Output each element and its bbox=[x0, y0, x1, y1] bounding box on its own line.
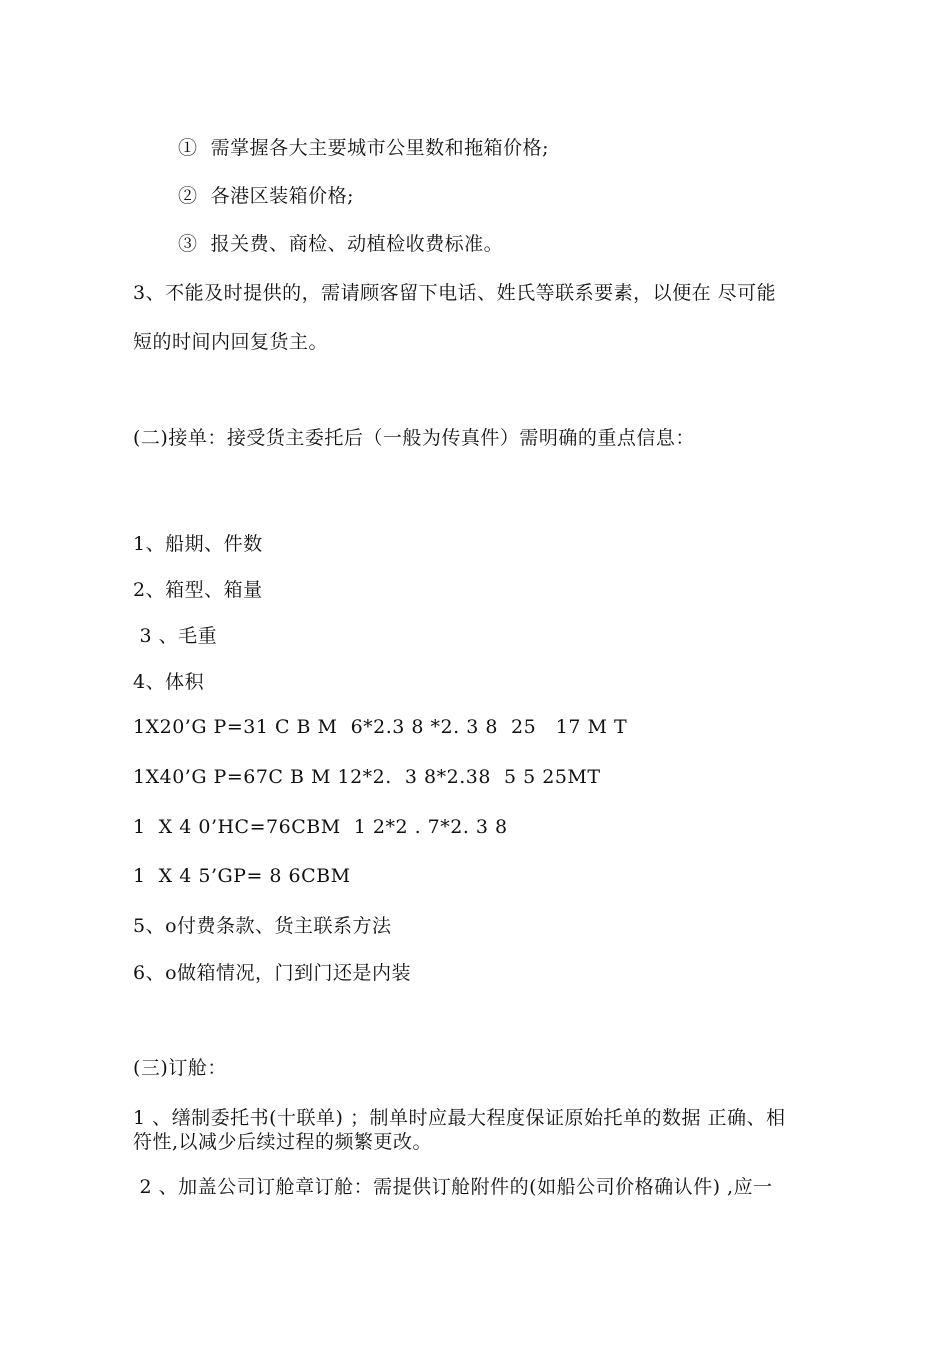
list-item-fee-standard: ③ 报关费、商检、动植检收费标准。 bbox=[178, 233, 504, 255]
paragraph-contact-line2: 短的时间内回复货主。 bbox=[133, 331, 329, 353]
container-spec-20gp: 1X20’G P=31 C B M 6*2.3 8 *2. 3 8 25 17 M T bbox=[133, 716, 628, 738]
list-item-gross-weight: 3 、毛重 bbox=[133, 625, 218, 647]
list-item-payment-terms: 5、o付费条款、货主联系方法 bbox=[133, 915, 392, 937]
paragraph-booking-form: 1 、缮制委托书(十联单) ；制单时应最大程度保证原始托单的数据 正确、相符性,以减少后续过程的频繁更改。 bbox=[133, 1107, 786, 1153]
list-item-packing-method: 6、o做箱情况，门到门还是内装 bbox=[133, 962, 412, 984]
paragraph-booking-stamp: 2 、加盖公司订舱章订舱：需提供订舱附件的(如船公司价格确认件) ,应一 bbox=[133, 1176, 773, 1198]
list-item-port-packing-price: ② 各港区装箱价格; bbox=[178, 185, 354, 207]
list-item-km-price: ① 需掌握各大主要城市公里数和拖箱价格; bbox=[178, 137, 549, 159]
container-spec-45gp: 1 X 4 5’GP= 8 6CBM bbox=[133, 865, 351, 887]
section-heading-order: (二)接单：接受货主委托后（一般为传真件）需明确的重点信息： bbox=[133, 427, 695, 449]
list-item-sailing: 1、船期、件数 bbox=[133, 533, 263, 555]
list-item-container-type: 2、箱型、箱量 bbox=[133, 579, 263, 601]
paragraph-contact-line1: 3、不能及时提供的，需请顾客留下电话、姓氏等联系要素，以便在 尽可能 bbox=[133, 282, 777, 304]
list-item-volume: 4、体积 bbox=[133, 671, 205, 693]
section-heading-booking: (三)订舱： bbox=[133, 1057, 227, 1079]
container-spec-40gp: 1X40’G P=67C B M 12*2. 3 8*2.38 5 5 25MT bbox=[133, 766, 601, 788]
container-spec-40hc: 1 X 4 0’HC=76CBM 1 2*2 . 7*2. 3 8 bbox=[133, 816, 508, 838]
